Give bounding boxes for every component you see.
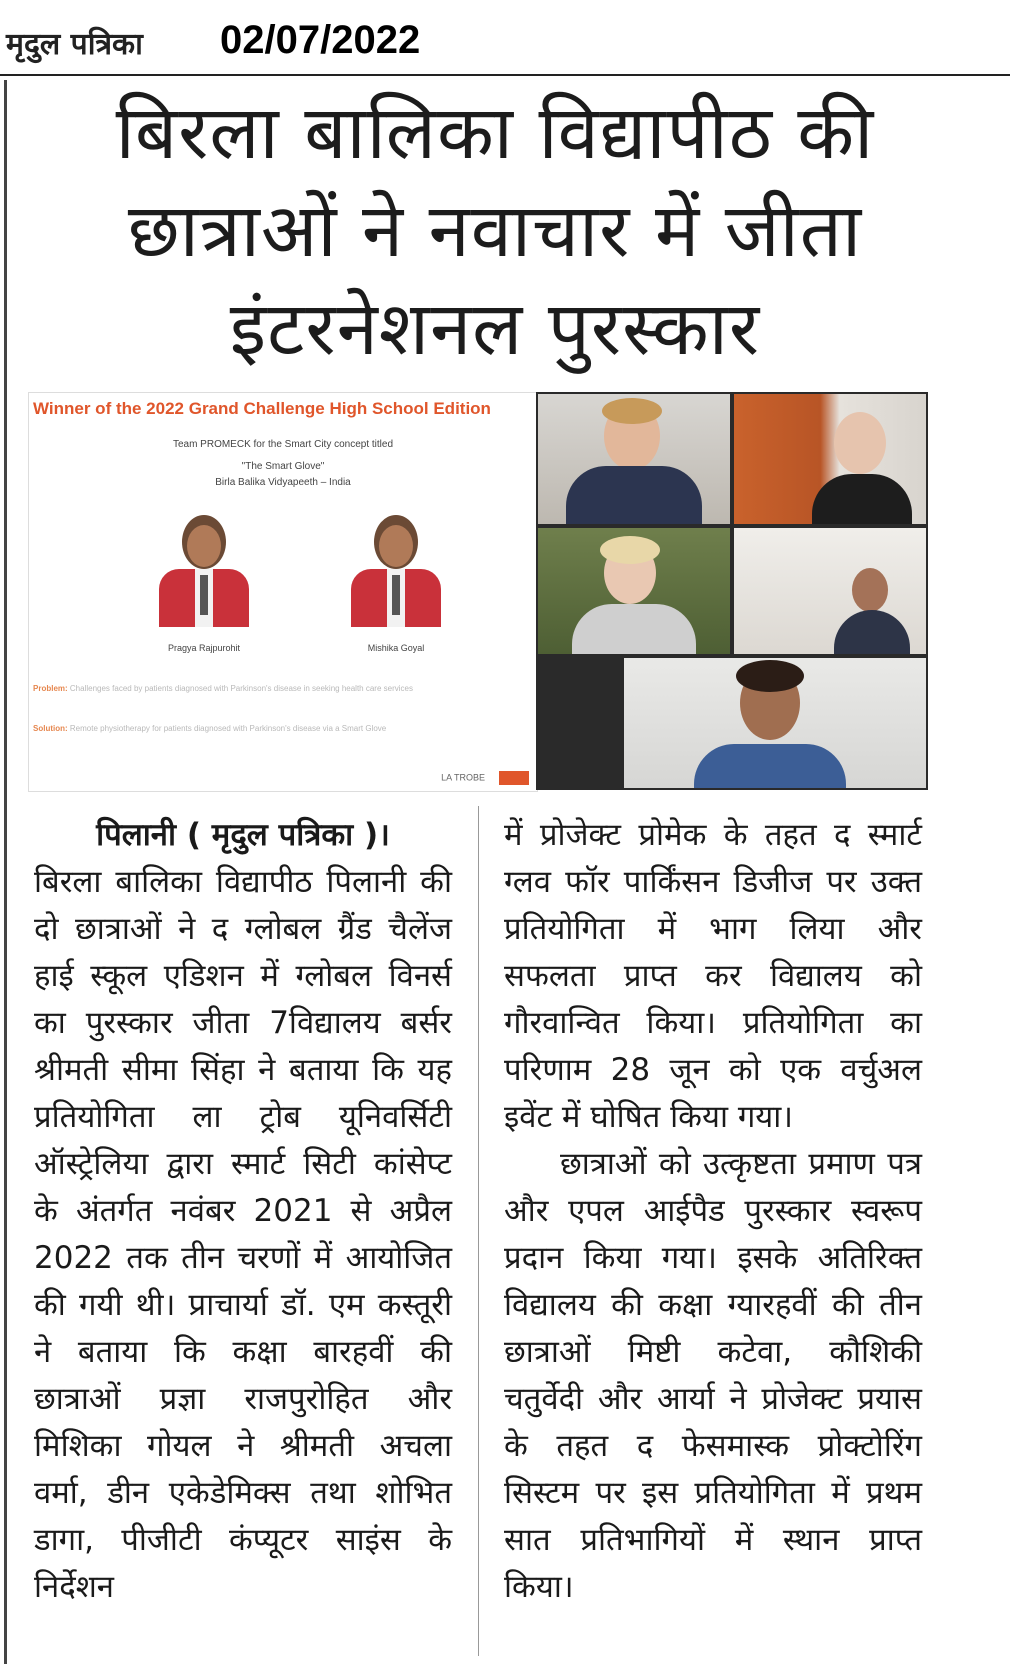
video-tile-3	[538, 528, 730, 654]
publication-date: 02/07/2022	[220, 18, 421, 62]
headline	[30, 84, 960, 378]
article-column-left	[34, 812, 452, 1611]
video-tile-2	[734, 394, 926, 524]
slide-team: Team PROMECK for the Smart City concept titled	[172, 439, 394, 450]
article-column-right	[504, 812, 922, 1611]
slide-logos	[441, 771, 529, 785]
slide-problem	[33, 683, 529, 695]
headline-line-1: बिरला बालिका विद्यापीठ की	[115, 90, 875, 176]
frame-rule	[4, 80, 7, 1664]
newspaper-name: मृदुल पत्रिका	[6, 27, 143, 62]
slide-school: Birla Balika Vidyapeeth – India	[215, 477, 351, 488]
problem-label: Problem:	[33, 684, 68, 693]
video-tile-5	[624, 658, 926, 788]
column-divider	[478, 806, 479, 1656]
video-tile-4	[734, 528, 926, 654]
video-call-photo	[536, 392, 928, 790]
masthead	[0, 0, 1010, 76]
article-paragraph-3: छात्राओं को उत्कृष्टता प्रमाण पत्र और एपल आईपैड पुरस्कार स्वरूप प्रदान किया गया। इसके अतिरिक्त विद्यालय की कक्षा ग्यारहवीं की तीन छात्राओं मिष्टी कटेवा, कौशिकी चतुर्वेदी और आर्या ने प्रोजेक्ट प्रयास के तहत द फेसमास्क प्रोक्टोरिंग सिस्टम पर इस प्रतियोगिता में प्रथम सात प्रतिभागियों में स्थान प्राप्त किया।	[504, 1146, 922, 1605]
student-name-2: Mishika Goyal	[367, 643, 425, 653]
slide-concept: "The Smart Glove"	[241, 461, 325, 472]
award-slide-photo	[28, 392, 538, 792]
student-photo-1	[149, 511, 259, 631]
article-paragraph-1: बिरला बालिका विद्यापीठ पिलानी की दो छात्राओं ने द ग्लोबल ग्रैंड चैलेंज हाई स्कूल एडिशन में ग्लोबल विनर्स का पुरस्कार जीता 7विद्यालय बर्सर श्रीमती सीमा सिंहा ने बताया कि यह प्रतियोगिता ला ट्रोब यूनिवर्सिटी ऑस्ट्रेलिया द्वारा स्मार्ट सिटी कांसेप्ट के अंतर्गत नवंबर 2021 से अप्रैल 2022 तक तीन चरणों में आयोजित की गयी थी। प्राचार्या डॉ. एम कस्तूरी ने बताया कि कक्षा बारहवीं की छात्राओं प्रज्ञा राजपुरोहित और मिशिका गोयल ने श्रीमती अचला वर्मा, डीन एकेडेमिक्स तथा शोभित डागा, पीजीटी कंप्यूटर साइंस के निर्देशन	[34, 864, 452, 1605]
article-paragraph-2: में प्रोजेक्ट प्रोमेक के तहत द स्मार्ट ग्लव फॉर पार्किंसन डिजीज पर उक्त प्रतियोगिता में भाग लिया और सफलता प्राप्त कर विद्यालय को गौरवान्वित किया। प्रतियोगिता का परिणाम 28 जून को एक वर्चुअल इवेंट में घोषित किया गया।	[504, 817, 922, 1135]
problem-text: Challenges faced by patients diagnosed with Parkinson's disease in seeking health care services	[69, 684, 413, 693]
solution-text: Remote physiotherapy for patients diagnosed with Parkinson's disease via a Smart Glove	[69, 724, 387, 733]
slide-solution	[33, 723, 529, 735]
video-tile-1	[538, 394, 730, 524]
partner-logo-icon	[499, 771, 529, 785]
student-name-1: Pragya Rajpurohit	[167, 643, 241, 653]
headline-line-2: छात्राओं ने नवाचार में जीता	[127, 188, 863, 274]
solution-label: Solution:	[33, 724, 68, 733]
article-dateline: पिलानी ( मृदुल पत्रिका )।	[96, 817, 390, 853]
student-photo-2	[341, 511, 451, 631]
latrobe-logo: LA TROBE	[441, 772, 485, 783]
slide-title: Winner of the 2022 Grand Challenge High School Edition	[33, 399, 491, 418]
headline-line-3: इंटरनेशनल पुरस्कार	[229, 286, 761, 372]
